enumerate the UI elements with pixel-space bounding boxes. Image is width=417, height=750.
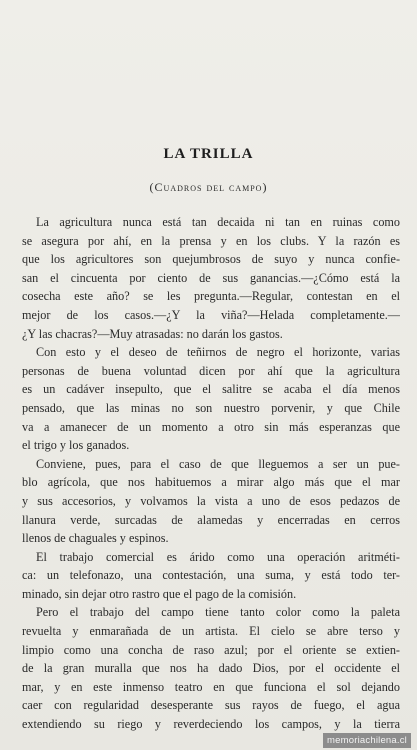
text-line: Con esto y el deseo de teñirnos de negro el horizonte, varias: [36, 345, 400, 360]
body-text: [22, 213, 400, 734]
text-line: Conviene, pues, para el caso de que lleguemos a ser un pue-: [36, 456, 400, 471]
paragraph: [22, 455, 400, 548]
watermark-logo: memoriachilena.cl: [323, 733, 411, 748]
text-line: llenos de chaguales y espinos.: [22, 531, 169, 546]
page-title: LA TRILLA: [163, 146, 254, 162]
text-line: caer con regularidad desesperante sus rayos de fuego, el agua: [22, 698, 400, 713]
text-line: revuelta y enmarañada de un artista. El cielo se abre terso y: [22, 624, 400, 639]
text-line: limpio como una concha de raso azul; por el oriente se extien-: [22, 642, 400, 657]
text-line: La agricultura nunca está tan decaida ni tan en ruinas como: [36, 215, 400, 229]
paragraph: [22, 343, 400, 455]
text-line: El trabajo comercial es árido como una operación aritméti-: [36, 549, 400, 564]
text-line: de la gran muralla que nos ha dado Dios, por el occidente el: [22, 661, 400, 676]
text-line: personas de buena voluntad dicen por ahí que la agricultura: [22, 363, 400, 378]
text-line: minado, sin dejar otro rastro que el pago de la comisión.: [22, 586, 297, 601]
text-line: el trigo y los ganados.: [22, 438, 130, 453]
text-line: mar, y en este inmenso teatro en que funciona el sol dejando: [22, 679, 400, 694]
page-subtitle: (Cuadros del campo): [149, 180, 268, 194]
text-line: blo agrícola, que nos habituemos a mirar algo más que el mar: [22, 475, 400, 490]
text-line: llanura verde, surcadas de alamedas y encerradas en cerros: [22, 512, 400, 527]
text-line: ¿Y las chacras?—Muy atrasadas: no darán los gastos.: [22, 326, 283, 341]
paragraph: [22, 548, 400, 604]
text-line: es un cadáver insepulto, que el salitre se acaba el día menos: [22, 382, 400, 397]
text-line: san el cincuenta por ciento de sus ganancias.—¿Cómo está la: [22, 270, 400, 285]
text-line: que los agricultores son quejumbrosos de suyo y nunca confie-: [22, 252, 400, 267]
paragraph: [22, 213, 400, 343]
paragraph: [22, 603, 400, 733]
text-line: pensado, que las minas no son nuestro porvenir, y que Chile: [22, 400, 400, 415]
text-line: y sus accesorios, y volvamos la vista a uno de esos pedazos de: [22, 493, 400, 508]
text-line: va a amanecer de un momento a otro sin más esperanzas que: [22, 419, 400, 434]
text-line: se asegura por ahí, en la prensa y en los clubs. Y la razón es: [22, 233, 400, 248]
text-line: Pero el trabajo del campo tiene tanto color como la paleta: [36, 605, 400, 620]
text-line: mejor de los casos.—¿Y la viña?—Helada completamente.—: [22, 307, 400, 322]
text-line: cosecha este año? se les pregunta.—Regular, contestan en el: [22, 289, 400, 304]
text-line: extendiendo su riego y reverdeciendo los campos, y la tierra: [22, 717, 400, 732]
text-line: ca: un telefonazo, una contestación, una suma, y está todo ter-: [22, 568, 400, 583]
